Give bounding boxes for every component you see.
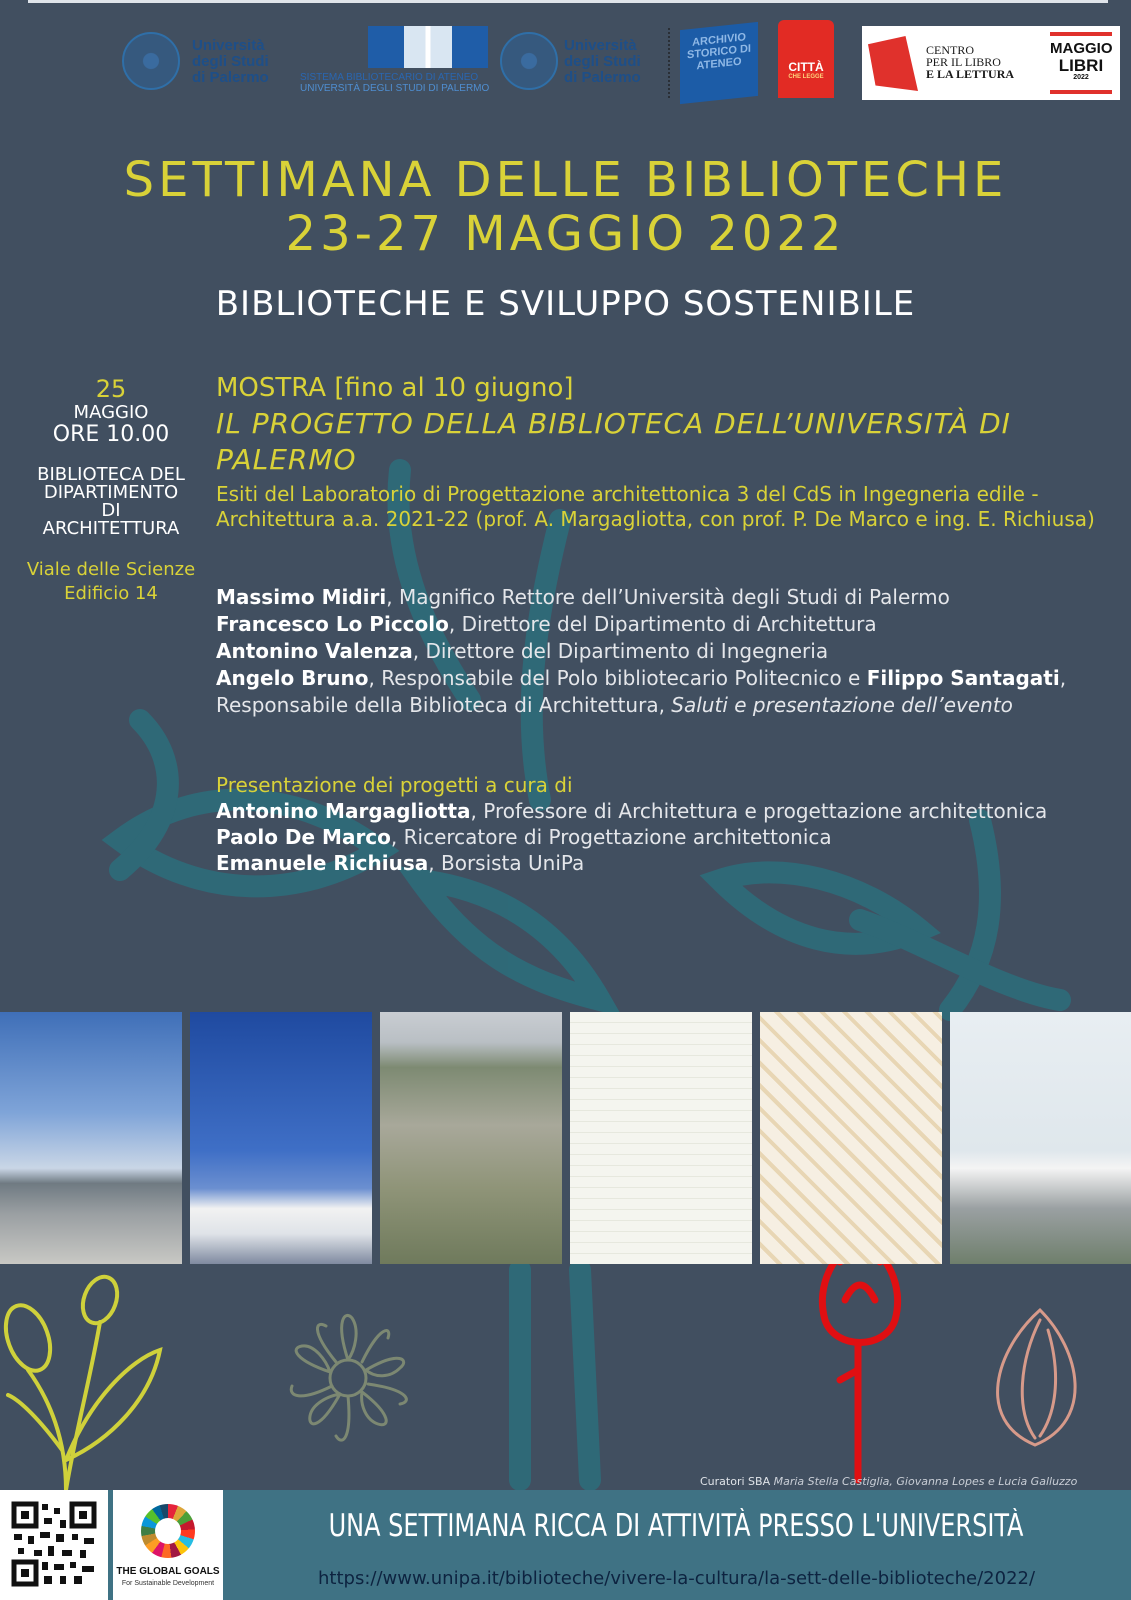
event-theme: BIBLIOTECHE E SVILUPPO SOSTENIBILE (215, 284, 916, 324)
centro-libro-logo: CENTRO PER IL LIBRO E LA LETTURA MAGGIO LIBRI 2022 (862, 26, 1120, 100)
exhibition-title: IL PROGETTO DELLA BIBLIOTECA DELL’UNIVERSITÀ DI PALERMO (216, 407, 1011, 476)
speaker-row: Francesco Lo Piccolo, Direttore del Dipartimento di Architettura (216, 612, 877, 636)
pink-bud-drawing (998, 1310, 1076, 1445)
event-date-block (8, 376, 214, 447)
red-tulip-drawing (822, 1240, 897, 1480)
presenter-row: Emanuele Richiusa, Borsista UniPa (216, 851, 585, 875)
unipa-logo-text: Università degli Studi di Palermo (192, 37, 269, 86)
unipa-logo-text-2: Università degli Studi di Palermo (564, 37, 641, 86)
daisy-drawing (291, 1315, 406, 1440)
citta-che-legge-logo: CITTÀ CHE LEGGE (778, 20, 834, 98)
event-url-link[interactable]: https://www.unipa.it/biblioteche/vivere-la-cultura/la-sett-delle-biblioteche/2022/ (318, 1568, 1036, 1589)
yellow-tulip-drawing (0, 1272, 160, 1490)
footer-slogan: UNA SETTIMANA RICCA DI ATTIVITÀ PRESSO L'UNIVERSITÀ (328, 1508, 1024, 1544)
venue-block: BIBLIOTECA DEL DIPARTIMENTO DI ARCHITETTURA (37, 464, 185, 539)
project-masterplan (760, 1012, 942, 1264)
decor-leaf-2 (420, 880, 600, 1000)
sba-book-icon (368, 26, 488, 68)
unipa-seal-icon (122, 32, 180, 90)
project-image-strip (0, 1012, 1131, 1264)
logo-separator (668, 28, 670, 98)
event-dates: 23-27 MAGGIO 2022 (285, 206, 846, 262)
project-site-plan (570, 1012, 752, 1264)
decor-stem-6 (580, 1270, 590, 1480)
mostra-heading: MOSTRA [fino al 10 giugno] (216, 373, 574, 403)
archivio-storico-logo: ARCHIVIO STORICO DI ATENEO (680, 22, 758, 104)
curators-credit: Curatori SBA Maria Stella Castiglia, Giovanna Lopes e Lucia Galluzzo (700, 1475, 1078, 1488)
unipa-seal-icon-2 (500, 32, 558, 90)
maggio-dei-libri-logo: MAGGIO LIBRI 2022 (1050, 32, 1112, 94)
page-title: SETTIMANA DELLE BIBLIOTECHE (123, 152, 1008, 208)
qr-code[interactable] (0, 1490, 108, 1600)
centro-book-icon (868, 36, 918, 91)
speaker-row: Angelo Bruno, Responsabile del Polo bibliotecario Politecnico e Filippo Santagati, Responsabile della Biblioteca di Architettura, Saluti e presentazione dell’evento (216, 666, 1067, 717)
presentation-block (216, 772, 1096, 876)
project-aerial-view (380, 1012, 562, 1264)
project-render-2 (190, 1012, 372, 1264)
speakers-list (216, 584, 1096, 719)
footer (0, 1490, 1131, 1600)
sdg-wheel-icon (141, 1504, 195, 1558)
speaker-row: Antonino Valenza, Direttore del Dipartimento di Ingegneria (216, 639, 829, 663)
presenter-row: Paolo De Marco, Ricercatore di Progettazione architettonica (216, 825, 832, 849)
global-goals-logo: THE GLOBAL GOALS For Sustainable Development (113, 1490, 223, 1600)
speaker-row: Massimo Midiri, Magnifico Rettore dell’Università degli Studi di Palermo (216, 585, 950, 609)
presentation-heading: Presentazione dei progetti a cura di (216, 773, 573, 797)
presenter-row: Antonino Margagliotta, Professore di Architettura e progettazione architettonica (216, 799, 1048, 823)
logo-strip (120, 18, 1120, 104)
event-month: MAGGIO (73, 402, 149, 423)
event-time: ORE 10.00 (52, 422, 170, 447)
project-render-1 (0, 1012, 182, 1264)
event-day: 25 (95, 375, 127, 403)
project-render-3 (950, 1012, 1131, 1264)
sba-logo-text: SISTEMA BIBLIOTECARIO DI ATENEO UNIVERSITÀ DEGLI STUDI DI PALERMO (300, 72, 490, 94)
address-block: Viale delle Scienze Edificio 14 (26, 559, 196, 604)
exhibition-description: Esiti del Laboratorio di Progettazione architettonica 3 del CdS in Ingegneria edile - Architettura a.a. 2021-22 (prof. A. Margagliotta, con prof. P. De Marco e ing. E. Richiusa) (216, 482, 1095, 531)
qr-code-icon (0, 1490, 108, 1600)
